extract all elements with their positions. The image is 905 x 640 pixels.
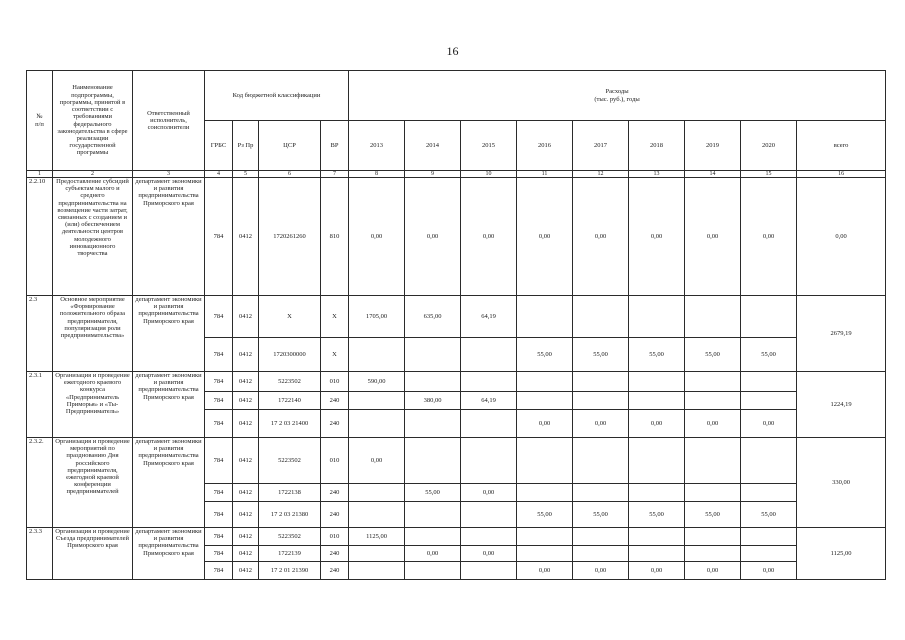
col-number: 16 [797, 171, 886, 178]
cell-rzpr: 0412 [233, 438, 259, 484]
cell-vr: 810 [321, 178, 349, 296]
cell-2017: 55,00 [573, 338, 629, 372]
cell-2015: 64,19 [461, 392, 517, 410]
header-name: Наименование подпрограммы, программы, принятой в соответствии с требованиями федерального законодательства в сфере реализации государственной программы [53, 71, 133, 171]
header-vr: ВР [321, 121, 349, 171]
cell-csr: 1720261260 [259, 178, 321, 296]
cell-2016 [517, 546, 573, 562]
row-executor: департамент экономики и развития предпринимательства Приморского края [133, 372, 205, 438]
cell-grbs: 784 [205, 562, 233, 580]
cell-2020 [741, 392, 797, 410]
cell-csr: 1720300000 [259, 338, 321, 372]
cell-2018 [629, 438, 685, 484]
cell-2013 [349, 410, 405, 438]
row-executor: департамент экономики и развития предпринимательства Приморского края [133, 528, 205, 580]
table-row [27, 178, 886, 296]
cell-2018 [629, 528, 685, 546]
cell-csr: 1722138 [259, 484, 321, 502]
cell-grbs: 784 [205, 484, 233, 502]
header-rzpr: Рз Пр [233, 121, 259, 171]
cell-grbs: 784 [205, 338, 233, 372]
cell-2020 [741, 528, 797, 546]
header-num: № п/п [27, 71, 53, 171]
row-executor: департамент экономики и развития предпринимательства Приморского края [133, 178, 205, 296]
cell-2019 [685, 372, 741, 392]
cell-2014 [405, 528, 461, 546]
row-total: 0,00 [797, 178, 886, 296]
cell-2020: 55,00 [741, 502, 797, 528]
header-year-2013: 2013 [349, 121, 405, 171]
cell-csr: 5223502 [259, 438, 321, 484]
col-number: 11 [517, 171, 573, 178]
cell-csr: Х [259, 296, 321, 338]
cell-rzpr: 0412 [233, 528, 259, 546]
cell-2013: 0,00 [349, 438, 405, 484]
cell-2017 [573, 484, 629, 502]
cell-2015 [461, 528, 517, 546]
cell-2016: 55,00 [517, 502, 573, 528]
cell-2019 [685, 546, 741, 562]
col-number: 8 [349, 171, 405, 178]
cell-rzpr: 0412 [233, 392, 259, 410]
cell-2013 [349, 392, 405, 410]
cell-2016: 0,00 [517, 410, 573, 438]
cell-2015 [461, 338, 517, 372]
cell-2018 [629, 372, 685, 392]
cell-2020: 55,00 [741, 338, 797, 372]
cell-grbs: 784 [205, 392, 233, 410]
col-number: 9 [405, 171, 461, 178]
row-name: Предоставление субсидий субъектам малого и среднего предпринимательства на возмещение части затрат, связанных с созданием и (или) обеспечением деятельности центров молодежного инновационного творчества [53, 178, 133, 296]
cell-grbs: 784 [205, 546, 233, 562]
row-name: Организация и проведение ежегодного краевого конкурса «Предприниматель Приморья» и «Ты-Предприниматель» [53, 372, 133, 438]
cell-2015: 0,00 [461, 546, 517, 562]
col-number: 5 [233, 171, 259, 178]
col-number: 4 [205, 171, 233, 178]
cell-2013 [349, 562, 405, 580]
cell-2019 [685, 528, 741, 546]
cell-2013: 0,00 [349, 178, 405, 296]
cell-2020: 0,00 [741, 410, 797, 438]
cell-vr: 240 [321, 546, 349, 562]
cell-2015 [461, 502, 517, 528]
cell-grbs: 784 [205, 502, 233, 528]
cell-grbs: 784 [205, 438, 233, 484]
cell-grbs: 784 [205, 372, 233, 392]
cell-2016 [517, 484, 573, 502]
cell-grbs: 784 [205, 178, 233, 296]
header-csr: ЦСР [259, 121, 321, 171]
cell-csr: 1722139 [259, 546, 321, 562]
header-executor: Ответственный исполнитель, соисполнители [133, 71, 205, 171]
cell-2014 [405, 410, 461, 438]
cell-vr: 010 [321, 528, 349, 546]
header-grbs: ГРБС [205, 121, 233, 171]
cell-2019 [685, 438, 741, 484]
cell-2018 [629, 392, 685, 410]
cell-csr: 5223502 [259, 528, 321, 546]
cell-rzpr: 0412 [233, 296, 259, 338]
col-number: 1 [27, 171, 53, 178]
cell-2013: 1705,00 [349, 296, 405, 338]
cell-2018: 55,00 [629, 338, 685, 372]
cell-2019: 0,00 [685, 562, 741, 580]
cell-vr: Х [321, 296, 349, 338]
col-number: 7 [321, 171, 349, 178]
row-name: Организация и проведение мероприятий по празднованию Дня российского предпринимателя, ежегодной краевой конференции предпринимателей [53, 438, 133, 528]
cell-vr: 240 [321, 562, 349, 580]
cell-vr: 240 [321, 410, 349, 438]
cell-2018: 55,00 [629, 502, 685, 528]
cell-rzpr: 0412 [233, 178, 259, 296]
cell-vr: Х [321, 338, 349, 372]
header-year-2017: 2017 [573, 121, 629, 171]
cell-2019: 0,00 [685, 410, 741, 438]
cell-2015: 0,00 [461, 178, 517, 296]
col-number: 3 [133, 171, 205, 178]
cell-2018: 0,00 [629, 562, 685, 580]
row-number: 2.2.10 [27, 178, 53, 296]
col-number: 2 [53, 171, 133, 178]
cell-2014: 380,00 [405, 392, 461, 410]
cell-2017: 0,00 [573, 562, 629, 580]
col-number: 13 [629, 171, 685, 178]
cell-2015 [461, 410, 517, 438]
cell-2017: 0,00 [573, 178, 629, 296]
cell-2013 [349, 484, 405, 502]
cell-2020 [741, 296, 797, 338]
cell-2020 [741, 546, 797, 562]
cell-2017 [573, 296, 629, 338]
cell-2019 [685, 392, 741, 410]
cell-rzpr: 0412 [233, 562, 259, 580]
cell-2020 [741, 372, 797, 392]
cell-2013: 1125,00 [349, 528, 405, 546]
header-year-2020: 2020 [741, 121, 797, 171]
cell-2016 [517, 296, 573, 338]
budget-table [26, 70, 886, 580]
row-executor: департамент экономики и развития предпринимательства Приморского края [133, 296, 205, 372]
cell-grbs: 784 [205, 410, 233, 438]
col-number: 14 [685, 171, 741, 178]
cell-2016: 0,00 [517, 562, 573, 580]
cell-2015 [461, 562, 517, 580]
cell-rzpr: 0412 [233, 338, 259, 372]
cell-2013 [349, 546, 405, 562]
column-numbers-row [27, 171, 886, 178]
header-budget-code: Код бюджетной классификации [205, 71, 349, 121]
cell-2016 [517, 528, 573, 546]
cell-2019 [685, 484, 741, 502]
cell-2020: 0,00 [741, 562, 797, 580]
cell-2016: 55,00 [517, 338, 573, 372]
col-number: 10 [461, 171, 517, 178]
col-number: 15 [741, 171, 797, 178]
cell-csr: 5223502 [259, 372, 321, 392]
cell-2014: 0,00 [405, 178, 461, 296]
cell-grbs: 784 [205, 296, 233, 338]
cell-rzpr: 0412 [233, 546, 259, 562]
row-name: Организация и проведение Съезда предпринимателей Приморского края [53, 528, 133, 580]
cell-csr: 1722140 [259, 392, 321, 410]
header-year-2014: 2014 [405, 121, 461, 171]
cell-2014 [405, 502, 461, 528]
header-year-2018: 2018 [629, 121, 685, 171]
cell-2016 [517, 438, 573, 484]
header-total: всего [797, 121, 886, 171]
cell-2019: 55,00 [685, 338, 741, 372]
cell-csr: 17 2 03 21400 [259, 410, 321, 438]
cell-2015: 64,19 [461, 296, 517, 338]
cell-2015 [461, 438, 517, 484]
row-total: 1125,00 [797, 528, 886, 580]
header-year-2015: 2015 [461, 121, 517, 171]
row-number: 2.3.3 [27, 528, 53, 580]
cell-rzpr: 0412 [233, 484, 259, 502]
cell-2017 [573, 392, 629, 410]
cell-2017: 0,00 [573, 410, 629, 438]
header-year-2016: 2016 [517, 121, 573, 171]
cell-2019: 55,00 [685, 502, 741, 528]
table-row [27, 296, 886, 338]
row-total: 2679,19 [797, 296, 886, 372]
cell-2019 [685, 296, 741, 338]
cell-rzpr: 0412 [233, 502, 259, 528]
cell-2020 [741, 438, 797, 484]
row-total: 330,00 [797, 438, 886, 528]
cell-2014: 635,00 [405, 296, 461, 338]
table-row [27, 372, 886, 392]
cell-vr: 240 [321, 484, 349, 502]
page-number: 16 [446, 44, 459, 58]
cell-2018 [629, 484, 685, 502]
row-number: 2.3.1 [27, 372, 53, 438]
cell-grbs: 784 [205, 528, 233, 546]
cell-vr: 240 [321, 392, 349, 410]
cell-2016 [517, 372, 573, 392]
cell-2017 [573, 528, 629, 546]
cell-2020 [741, 484, 797, 502]
cell-2015 [461, 372, 517, 392]
row-name: Основное мероприятие «Формирование положительного образа предпринимателя, популяризация роли предпринимательства» [53, 296, 133, 372]
cell-2020: 0,00 [741, 178, 797, 296]
cell-2019: 0,00 [685, 178, 741, 296]
cell-2018: 0,00 [629, 178, 685, 296]
cell-2017: 55,00 [573, 502, 629, 528]
cell-2014: 0,00 [405, 546, 461, 562]
cell-2014 [405, 438, 461, 484]
cell-2016 [517, 392, 573, 410]
cell-2018 [629, 296, 685, 338]
cell-2014: 55,00 [405, 484, 461, 502]
cell-csr: 17 2 03 21380 [259, 502, 321, 528]
row-number: 2.3 [27, 296, 53, 372]
cell-2017 [573, 438, 629, 484]
col-number: 6 [259, 171, 321, 178]
cell-2018 [629, 546, 685, 562]
header-year-2019: 2019 [685, 121, 741, 171]
cell-rzpr: 0412 [233, 372, 259, 392]
header-expenses: Расходы (тыс. руб.), годы [349, 71, 886, 121]
table-row [27, 438, 886, 484]
cell-2017 [573, 546, 629, 562]
row-total: 1224,19 [797, 372, 886, 438]
cell-vr: 010 [321, 372, 349, 392]
cell-2013 [349, 338, 405, 372]
col-number: 12 [573, 171, 629, 178]
row-executor: департамент экономики и развития предпринимательства Приморского края [133, 438, 205, 528]
cell-2017 [573, 372, 629, 392]
cell-rzpr: 0412 [233, 410, 259, 438]
cell-2014 [405, 372, 461, 392]
cell-csr: 17 2 01 21390 [259, 562, 321, 580]
table-row [27, 528, 886, 546]
cell-2016: 0,00 [517, 178, 573, 296]
cell-2018: 0,00 [629, 410, 685, 438]
row-number: 2.3.2. [27, 438, 53, 528]
cell-2013: 590,00 [349, 372, 405, 392]
cell-2014 [405, 338, 461, 372]
cell-2014 [405, 562, 461, 580]
cell-2013 [349, 502, 405, 528]
cell-2015: 0,00 [461, 484, 517, 502]
cell-vr: 240 [321, 502, 349, 528]
cell-vr: 010 [321, 438, 349, 484]
